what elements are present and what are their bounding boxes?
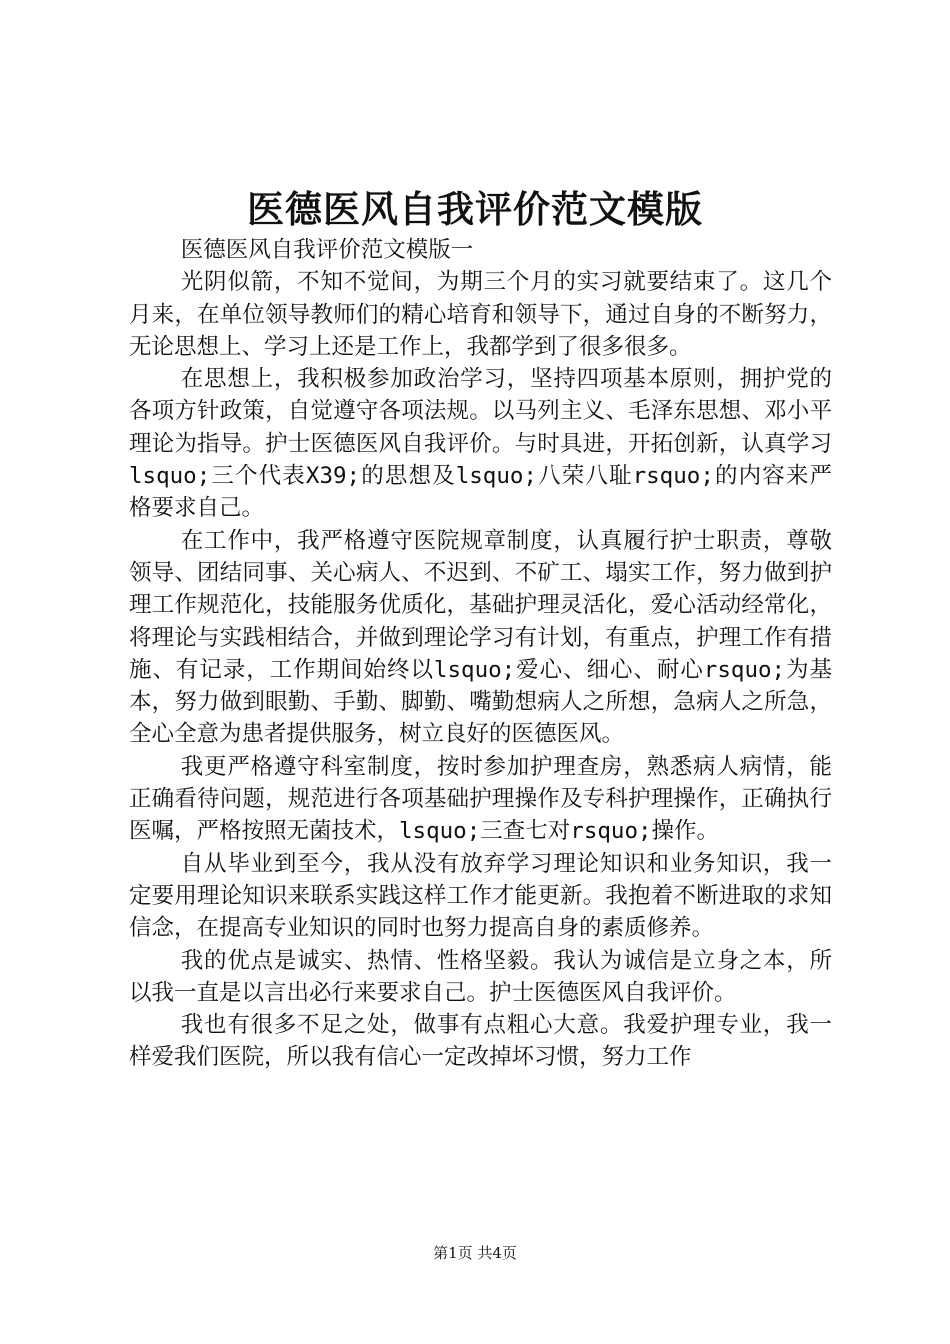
paragraph-subtitle: 医德医风自我评价范文模版一 <box>180 237 474 263</box>
document-title: 医德医风自我评价范文模版 <box>247 187 703 231</box>
paragraph: 我的优点是诚实、热情、性格坚毅。我认为诚信是立身之本，所以我一直是以言出必行来要求自己。护士医德医风自我评价。 <box>129 947 832 1006</box>
document-body <box>129 234 832 1074</box>
paragraph: 光阴似箭，不知不觉间，为期三个月的实习就要结束了。这几个月来，在单位领导教师们的精心培育和领导下，通过自身的不断努力，无论思想上、学习上还是工作上，我都学到了很多很多。 <box>129 269 832 360</box>
paragraph: 我更严格遵守科室制度，按时参加护理查房，熟悉病人病情，能正确看待问题，规范进行各项基础护理操作及专科护理操作，正确执行医嘱，严格按照无菌技术，lsquo;三查七对rsquo;操作。 <box>129 753 832 845</box>
paragraph: 在思想上，我积极参加政治学习，坚持四项基本原则，拥护党的各项方针政策，自觉遵守各项法规。以马列主义、毛泽东思想、邓小平理论为指导。护士医德医风自我评价。与时具进，开拓创新，认真学习lsquo;三个代表X39;的思想及lsquo;八荣八耻rsquo;的内容来严格要求自己。 <box>129 366 832 522</box>
paragraph: 在工作中，我严格遵守医院规章制度，认真履行护士职责，尊敬领导、团结同事、关心病人、不迟到、不矿工、塌实工作，努力做到护理工作规范化，技能服务优质化，基础护理灵活化，爱心活动经常化，将理论与实践相结合，并做到理论学习有计划，有重点，护理工作有措施、有记录，工作期间始终以lsquo;爱心、细心、耐心rsquo;为基本，努力做到眼勤、手勤、脚勤、嘴勤想病人之所想，急病人之所急，全心全意为患者提供服务，树立良好的医德医风。 <box>129 527 832 748</box>
paragraph: 自从毕业到至今，我从没有放弃学习理论知识和业务知识，我一定要用理论知识来联系实践这样工作才能更新。我抱着不断进取的求知信念，在提高专业知识的同时也努力提高自身的素质修养。 <box>129 850 832 942</box>
page-number-footer: 第1页 共4页 <box>433 1244 517 1262</box>
paragraph: 我也有很多不足之处，做事有点粗心大意。我爱护理专业，我一样爱我们医院，所以我有信心一定改掉坏习惯，努力工作 <box>129 1012 832 1071</box>
